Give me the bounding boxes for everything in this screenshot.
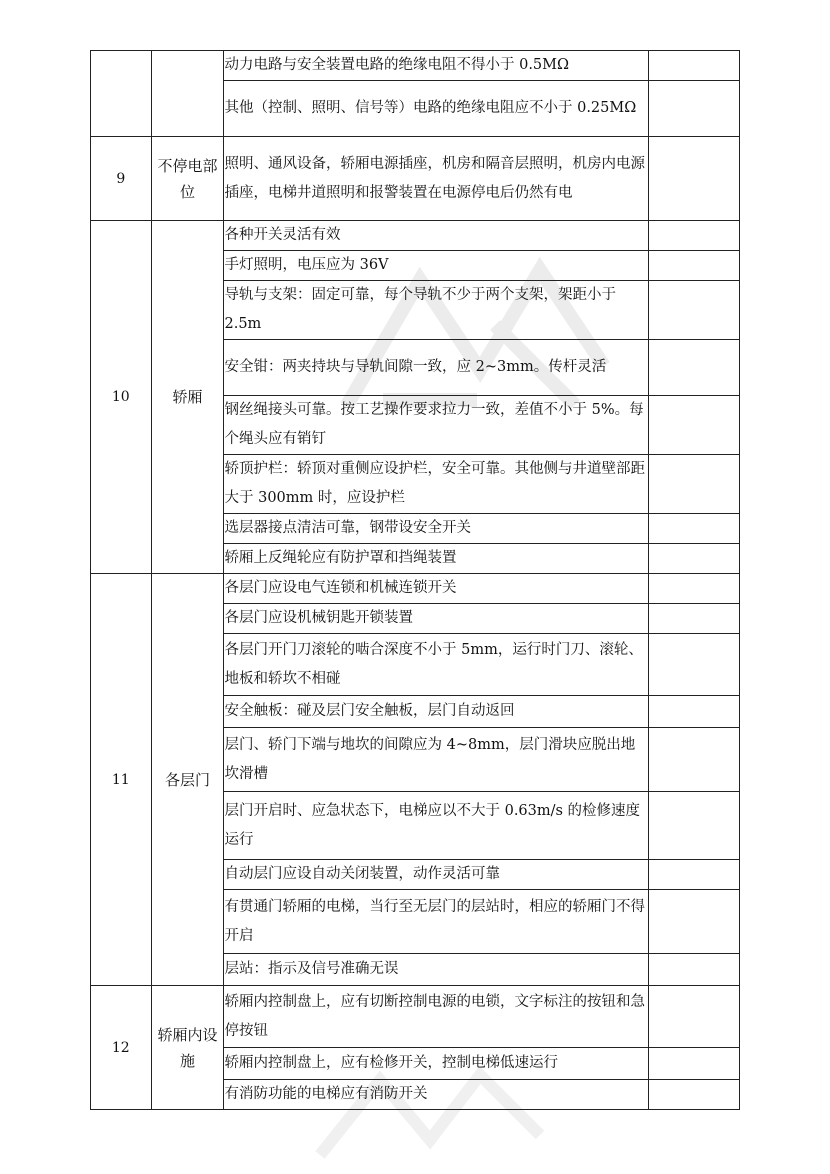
requirement-text: 层门、轿门下端与地坎的间隙应为 4~8mm，层门滑块应脱出地坎滑槽 [224, 728, 648, 792]
inspection-part: 不停电部位 [151, 137, 224, 221]
result-cell [648, 728, 739, 792]
requirement-text: 自动层门应设自动关闭装置，动作灵活可靠 [224, 860, 648, 890]
item-number: 10 [91, 221, 152, 574]
result-cell [648, 860, 739, 890]
requirement-text: 手灯照明，电压应为 36V [224, 251, 648, 281]
requirement-text: 动力电路与安全装置电路的绝缘电阻不得小于 0.5MΩ [224, 51, 648, 81]
result-cell [648, 574, 739, 604]
requirement-text: 各种开关灵活有效 [224, 221, 648, 251]
result-cell [648, 51, 739, 81]
result-cell [648, 792, 739, 860]
result-cell [648, 340, 739, 396]
table-row [91, 986, 740, 1048]
requirement-text: 各层门应设电气连锁和机械连锁开关 [224, 574, 648, 604]
inspection-table [90, 50, 740, 1110]
table-row [91, 221, 740, 251]
requirement-text: 轿厢内控制盘上，应有切断控制电源的电锁，文字标注的按钮和急停按钮 [224, 986, 648, 1048]
requirement-text: 安全触板：碰及层门安全触板，层门自动返回 [224, 696, 648, 728]
requirement-text: 选层器接点清洁可靠，钢带设安全开关 [224, 514, 648, 544]
requirement-text: 照明、通风设备，轿厢电源插座，机房和隔音层照明，机房内电源插座，电梯井道照明和报警装置在电源停电后仍然有电 [224, 137, 648, 221]
result-cell [648, 604, 739, 634]
requirement-text: 各层门应设机械钥匙开锁装置 [224, 604, 648, 634]
inspection-part [151, 51, 224, 137]
result-cell [648, 396, 739, 455]
result-cell [648, 1048, 739, 1080]
result-cell [648, 514, 739, 544]
result-cell [648, 251, 739, 281]
result-cell [648, 455, 739, 514]
result-cell [648, 986, 739, 1048]
result-cell [648, 696, 739, 728]
result-cell [648, 954, 739, 986]
result-cell [648, 890, 739, 954]
inspection-part: 轿厢 [151, 221, 224, 574]
table-row [91, 51, 740, 81]
requirement-text: 其他（控制、照明、信号等）电路的绝缘电阻应不小于 0.25MΩ [224, 81, 648, 137]
result-cell [648, 281, 739, 340]
requirement-text: 各层门开门刀滚轮的啮合深度不小于 5mm，运行时门刀、滚轮、地板和轿坎不相碰 [224, 634, 648, 696]
requirement-text: 层站：指示及信号准确无误 [224, 954, 648, 986]
result-cell [648, 634, 739, 696]
requirement-text: 安全钳：两夹持块与导轨间隙一致，应 2~3mm。传杆灵活 [224, 340, 648, 396]
item-number: 12 [91, 986, 152, 1110]
result-cell [648, 137, 739, 221]
requirement-text: 导轨与支架：固定可靠，每个导轨不少于两个支架，架距小于 2.5m [224, 281, 648, 340]
item-number: 11 [91, 574, 152, 986]
requirement-text: 轿厢内控制盘上，应有检修开关，控制电梯低速运行 [224, 1048, 648, 1080]
requirement-text: 轿厢上反绳轮应有防护罩和挡绳装置 [224, 544, 648, 574]
result-cell [648, 81, 739, 137]
table-row [91, 574, 740, 604]
result-cell [648, 1080, 739, 1110]
result-cell [648, 221, 739, 251]
inspection-part: 轿厢内设施 [151, 986, 224, 1110]
item-number: 9 [91, 137, 152, 221]
requirement-text: 层门开启时、应急状态下，电梯应以不大于 0.63m/s 的检修速度运行 [224, 792, 648, 860]
requirement-text: 钢丝绳接头可靠。按工艺操作要求拉力一致，差值不小于 5%。每个绳头应有销钉 [224, 396, 648, 455]
item-number [91, 51, 152, 137]
requirement-text: 有消防功能的电梯应有消防开关 [224, 1080, 648, 1110]
requirement-text: 有贯通门轿厢的电梯，当行至无层门的层站时，相应的轿厢门不得开启 [224, 890, 648, 954]
inspection-part: 各层门 [151, 574, 224, 986]
table-row [91, 137, 740, 221]
requirement-text: 轿顶护栏：轿顶对重侧应设护栏，安全可靠。其他侧与井道壁部距大于 300mm 时，应设护栏 [224, 455, 648, 514]
result-cell [648, 544, 739, 574]
